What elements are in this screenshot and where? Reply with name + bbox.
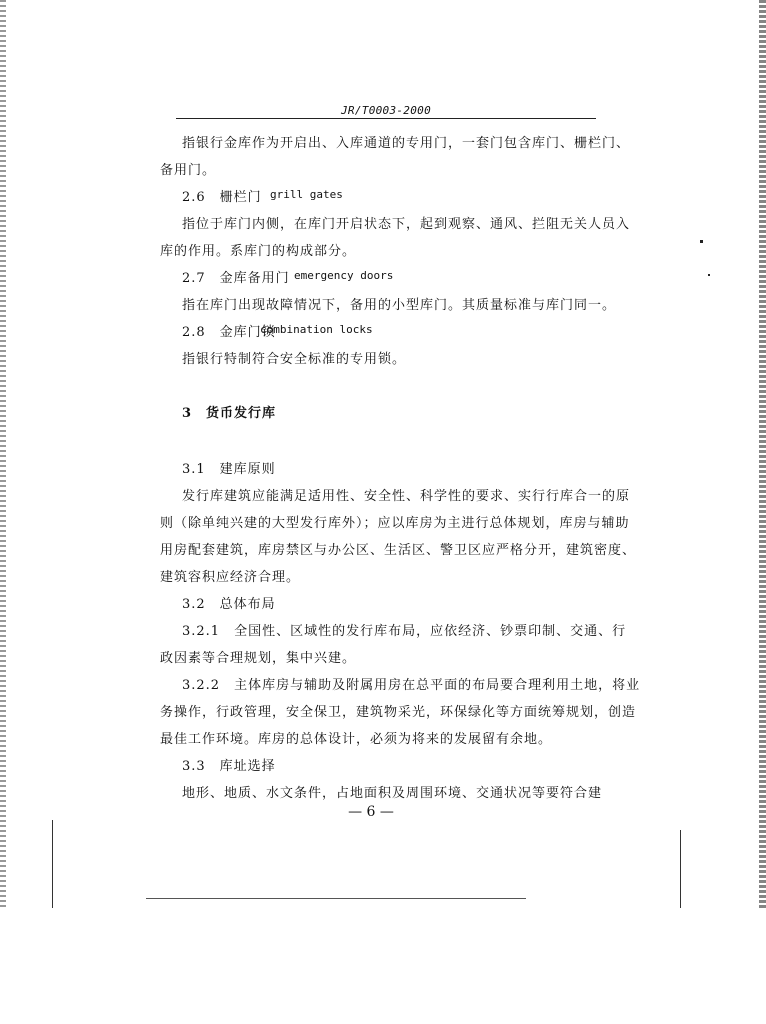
body-line: 最佳工作环境。库房的总体设计，必须为将来的发展留有余地。 xyxy=(160,732,553,747)
body-line: 指位于库门内侧，在库门开启状态下，起到观察、通风、拦阻无关人员入 xyxy=(182,217,631,232)
subsection-3-2-heading: 3.2 总体布局 xyxy=(182,597,276,612)
scan-artifact-line xyxy=(52,820,53,908)
term-2-6-english: grill gates xyxy=(270,188,343,201)
body-line: 地形、地质、水文条件，占地面积及周围环境、交通状况等要符合建 xyxy=(182,786,603,801)
body-line: 务操作，行政管理，安全保卫，建筑物采光，环保绿化等方面统筹规划，创造 xyxy=(160,705,637,720)
body-line: 发行库建筑应能满足适用性、安全性、科学性的要求、实行行库合一的原 xyxy=(182,489,631,504)
body-line: 备用门。 xyxy=(160,163,217,178)
section-3-heading: 3 货币发行库 xyxy=(182,406,277,421)
page-number: — 6 — xyxy=(348,804,394,820)
body-line: 建筑容积应经济合理。 xyxy=(160,570,301,585)
body-line: 指银行金库作为开启出、入库通道的专用门，一套门包含库门、栅栏门、 xyxy=(182,136,631,151)
standard-code: JR/T0003-2000 xyxy=(341,104,431,117)
term-2-6-heading: 2.6 栅栏门 xyxy=(182,190,262,205)
header-rule xyxy=(176,118,596,119)
term-2-7-english: emergency doors xyxy=(294,269,394,282)
body-line: 政因素等合理规划，集中兴建。 xyxy=(160,651,357,666)
scan-artifact-rule xyxy=(146,898,526,899)
body-line: 3.2.1 全国性、区域性的发行库布局，应依经济、钞票印制、交通、行 xyxy=(182,624,627,639)
body-line: 3.2.2 主体库房与辅助及附属用房在总平面的布局要合理利用土地，将业 xyxy=(182,678,641,693)
scan-speck xyxy=(700,240,703,243)
scan-artifact-line xyxy=(680,830,681,908)
body-line: 则（除单纯兴建的大型发行库外）；应以库房为主进行总体规划，库房与辅助 xyxy=(160,516,630,531)
subsection-3-3-heading: 3.3 库址选择 xyxy=(182,759,276,774)
subsection-3-1-heading: 3.1 建库原则 xyxy=(182,462,276,477)
body-line: 用房配套建筑，库房禁区与办公区、生活区、警卫区应严格分开，建筑密度、 xyxy=(160,543,637,558)
body-line: 指在库门出现故障情况下，备用的小型库门。其质量标准与库门同一。 xyxy=(182,298,617,313)
body-line: 库的作用。系库门的构成部分。 xyxy=(160,244,357,259)
term-2-7-heading: 2.7 金库备用门 xyxy=(182,271,290,286)
term-2-8-english: combination locks xyxy=(260,323,373,336)
term-2-8-heading: 2.8 金库门锁 xyxy=(182,325,276,340)
body-line: 指银行特制符合安全标准的专用锁。 xyxy=(182,352,407,367)
scan-speck xyxy=(708,274,710,276)
